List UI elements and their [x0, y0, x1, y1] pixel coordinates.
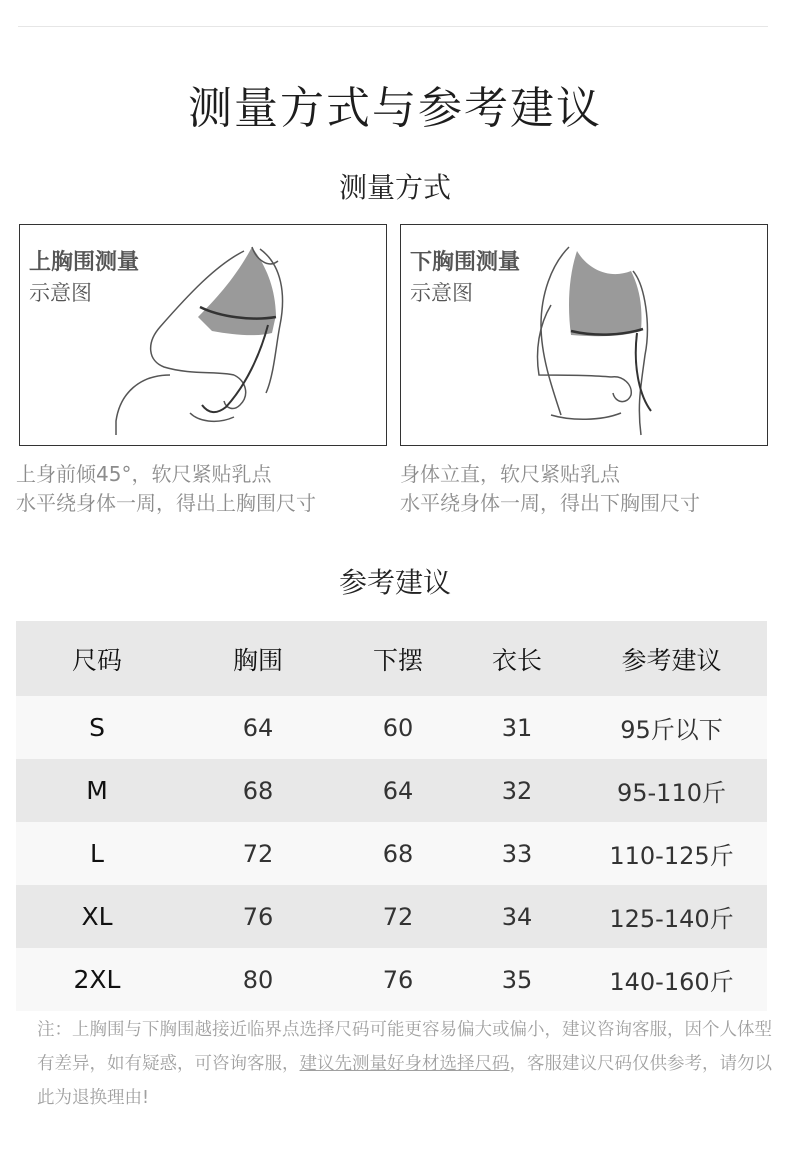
upper-bust-panel	[19, 224, 387, 446]
upper-bust-caption	[16, 460, 316, 518]
table-row	[16, 759, 767, 822]
column-header-advice: 参考建议	[576, 621, 767, 696]
bust-cell: 80	[178, 948, 338, 1011]
size-table	[16, 621, 767, 1011]
advice-cell: 140-160斤	[576, 948, 767, 1011]
advice-cell: 95斤以下	[576, 696, 767, 759]
size-cell: S	[16, 696, 178, 759]
size-table-header	[16, 621, 767, 696]
under-bust-caption	[400, 460, 700, 518]
advice-cell: 110-125斤	[576, 822, 767, 885]
under-bust-caption-line1: 身体立直，软尺紧贴乳点	[400, 462, 620, 486]
advice-cell: 95-110斤	[576, 759, 767, 822]
bust-cell: 64	[178, 696, 338, 759]
size-cell: 2XL	[16, 948, 178, 1011]
length-cell: 35	[458, 948, 576, 1011]
table-row	[16, 948, 767, 1011]
page-title: 测量方式与参考建议	[188, 83, 602, 134]
size-cell: XL	[16, 885, 178, 948]
hem-cell: 64	[338, 759, 458, 822]
hem-cell: 72	[338, 885, 458, 948]
size-cell: M	[16, 759, 178, 822]
column-header-bust: 胸围	[178, 621, 338, 696]
note-text-1: 注：上胸围与下胸围越接近临界点选择尺码可能更容易偏大或偏小，建议咨询客服，因个人体型有差异，如有疑惑，可咨询客服，	[37, 1020, 772, 1074]
measure-heading: 测量方式	[338, 171, 451, 204]
column-header-length: 衣长	[458, 621, 576, 696]
column-header-size: 尺码	[16, 621, 178, 696]
upper-bust-title: 上胸围测量	[29, 250, 140, 275]
size-note	[37, 1013, 772, 1115]
table-row	[16, 696, 767, 759]
upper-bust-subtitle: 示意图	[29, 281, 92, 305]
note-text-2: ，客服建议尺码仅供参考，请勿以此为退换理由!	[37, 1054, 772, 1108]
column-header-hem: 下摆	[338, 621, 458, 696]
under-bust-title: 下胸围测量	[410, 250, 521, 275]
size-cell: L	[16, 822, 178, 885]
length-cell: 34	[458, 885, 576, 948]
reference-heading: 参考建议	[338, 566, 451, 599]
length-cell: 32	[458, 759, 576, 822]
table-row	[16, 822, 767, 885]
length-cell: 31	[458, 696, 576, 759]
length-cell: 33	[458, 822, 576, 885]
upper-bust-caption-line2: 水平绕身体一周，得出上胸围尺寸	[16, 491, 316, 515]
bust-cell: 76	[178, 885, 338, 948]
hem-cell: 68	[338, 822, 458, 885]
under-bust-panel	[400, 224, 768, 446]
advice-cell: 125-140斤	[576, 885, 767, 948]
upper-bust-caption-line1: 上身前倾45°，软尺紧贴乳点	[16, 462, 272, 486]
table-row	[16, 885, 767, 948]
under-bust-caption-line2: 水平绕身体一周，得出下胸围尺寸	[400, 491, 700, 515]
hem-cell: 60	[338, 696, 458, 759]
hem-cell: 76	[338, 948, 458, 1011]
top-divider	[18, 26, 768, 27]
bust-cell: 68	[178, 759, 338, 822]
under-bust-subtitle: 示意图	[410, 281, 473, 305]
note-underlined-text: 建议先测量好身材选择尺码	[299, 1054, 510, 1074]
bust-cell: 72	[178, 822, 338, 885]
